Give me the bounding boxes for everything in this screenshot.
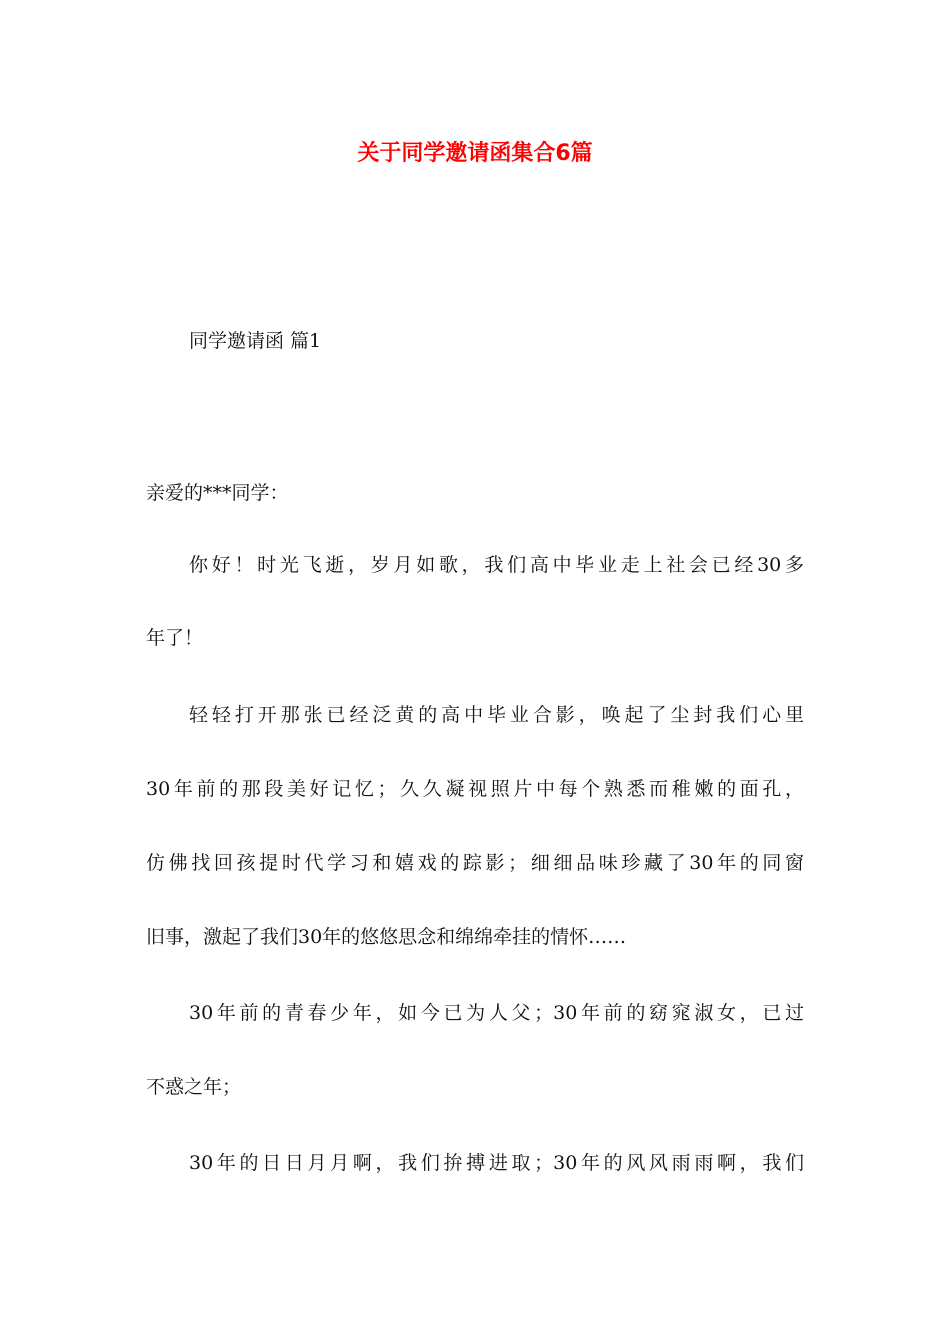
paragraph-line: 30年前的青春少年，如今已为人父；30年前的窈窕淑女，已过 — [189, 1002, 804, 1024]
paragraph-line: 你好！时光飞逝，岁月如歌，我们高中毕业走上社会已经30多 — [189, 554, 804, 576]
paragraph-line: 年了！ — [146, 627, 204, 649]
document-title: 关于同学邀请函集合6篇 — [357, 141, 593, 166]
paragraph-line: 30年的日日月月啊，我们拚搏进取；30年的风风雨雨啊，我们 — [189, 1152, 804, 1174]
section-heading: 同学邀请函 篇1 — [189, 330, 322, 352]
paragraph-line: 不惑之年； — [146, 1076, 242, 1098]
salutation: 亲爱的***同学： — [146, 482, 289, 504]
paragraph-line: 旧事，激起了我们30年的悠悠思念和绵绵牵挂的情怀…… — [146, 926, 627, 948]
paragraph-line: 30年前的那段美好记忆；久久凝视照片中每个熟悉而稚嫩的面孔， — [146, 778, 804, 800]
paragraph-line: 仿佛找回孩提时代学习和嬉戏的踪影；细细品味珍藏了30年的同窗 — [146, 852, 804, 874]
paragraph-line: 轻轻打开那张已经泛黄的高中毕业合影，唤起了尘封我们心里 — [189, 704, 804, 726]
